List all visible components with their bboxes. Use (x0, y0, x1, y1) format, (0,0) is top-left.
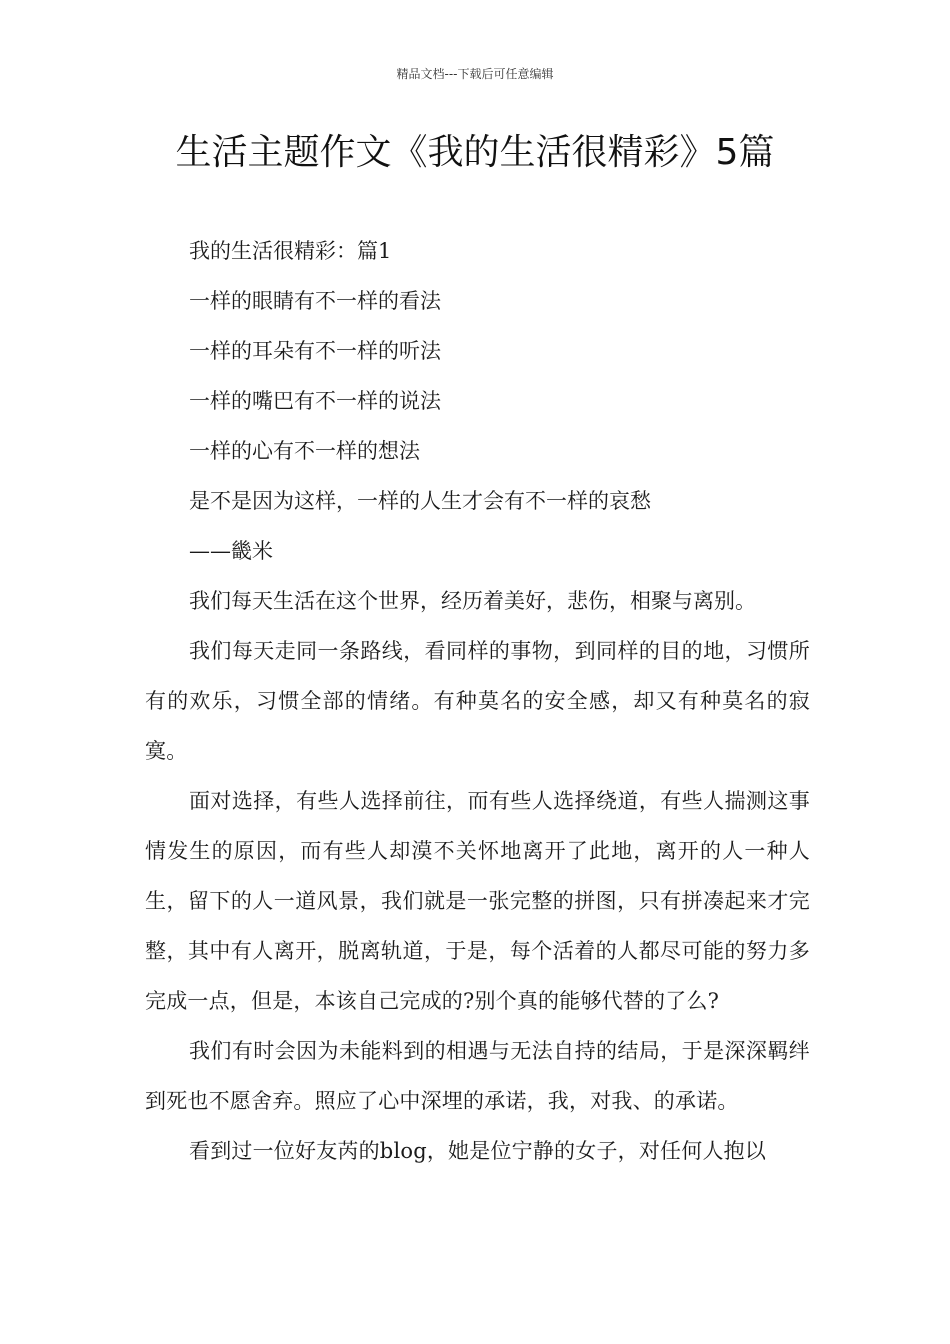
body-paragraph-4: 看到过一位好友芮的blog，她是位宁静的女子，对任何人抱以 (189, 1139, 767, 1163)
body-line-intro: 我们每天生活在这个世界，经历着美好，悲伤，相聚与离别。 (189, 589, 756, 613)
body-paragraph-3: 我们有时会因为未能料到的相遇与无法自持的结局，于是深深羁绊到死也不愿舍弃。照应了心中深埋的承诺，我，对我、的承诺。 (145, 1039, 810, 1113)
body-line-attribution: ——畿米 (189, 539, 273, 563)
page-header: 精品文档---下载后可任意编辑 (396, 67, 554, 81)
body-line-section-heading: 我的生活很精彩：篇1 (189, 239, 392, 263)
body-paragraph-1: 我们每天走同一条路线，看同样的事物，到同样的目的地，习惯所有的欢乐，习惯全部的情绪。有种莫名的安全感，却又有种莫名的寂寞。 (145, 639, 810, 763)
body-line-poem-3: 一样的嘴巴有不一样的说法 (189, 389, 441, 413)
body-line-poem-4: 一样的心有不一样的想法 (189, 439, 420, 463)
document-title: 生活主题作文《我的生活很精彩》5篇 (175, 132, 775, 173)
body-paragraph-2: 面对选择，有些人选择前往，而有些人选择绕道，有些人揣测这事情发生的原因，而有些人却漠不关怀地离开了此地，离开的人一种人生，留下的人一道风景，我们就是一张完整的拼图，只有拼凑起来才完整，其中有人离开，脱离轨道，于是，每个活着的人都尽可能的努力多完成一点，但是，本该自己完成的?别个真的能够代替的了么? (145, 789, 810, 1013)
body-line-poem-5: 是不是因为这样，一样的人生才会有不一样的哀愁 (189, 489, 651, 513)
document-body (145, 226, 810, 1176)
body-line-poem-1: 一样的眼睛有不一样的看法 (189, 289, 441, 313)
body-line-poem-2: 一样的耳朵有不一样的听法 (189, 339, 441, 363)
